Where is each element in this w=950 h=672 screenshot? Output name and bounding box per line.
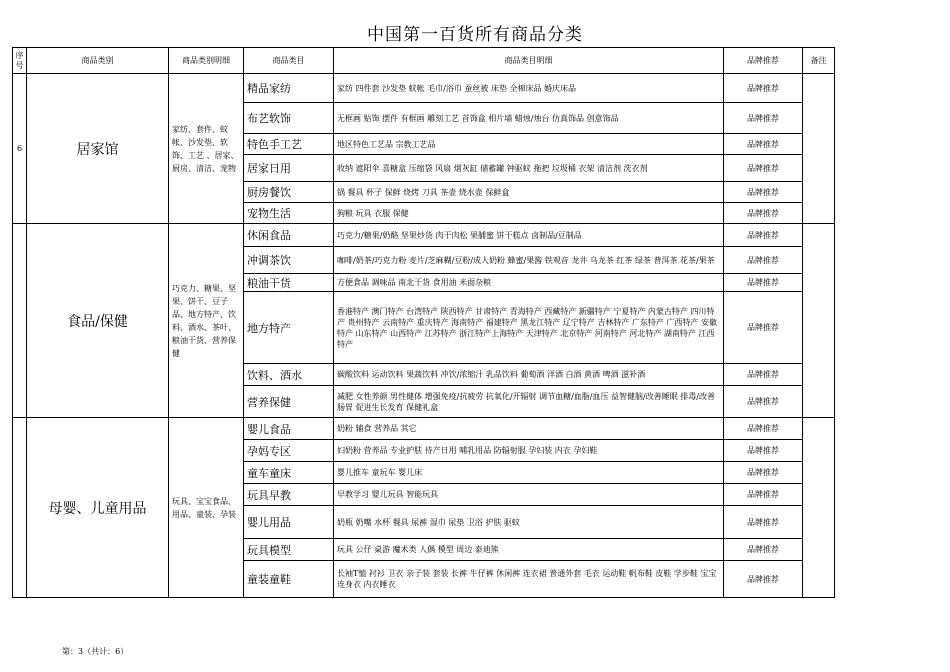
subcategory-cell: 玩具早教: [244, 484, 334, 506]
header-category-detail: 商品类别明细: [169, 48, 244, 74]
subcategory-detail-cell: 家纺 四件套 沙发垫 蚊帐 毛巾/浴巾 蚕丝被 床垫 全棉床品 婚庆床品: [334, 74, 724, 103]
subcategory-cell: 特色手工艺: [244, 134, 334, 155]
subcategory-detail-cell: 减肥 女性养颜 男性健体 增强免疫/抗疲劳 抗氧化/开辐射 调节血糖/血脂/血压 益智健脑/改善睡眠 排毒/改善肠胃 促进生长发育 保健礼盒: [334, 386, 724, 418]
category-detail-cell: 家纺、套件、蚊帐、沙发垫、软饰、工艺 、居家、厨房、清洁、宠物: [169, 74, 244, 224]
brand-cell: 品牌推荐: [724, 484, 803, 506]
note-cell: [803, 418, 835, 598]
subcategory-detail-cell: 玩具 公仔 桌游 魔术类 人偶 模型 周边 泰迪熊: [334, 539, 724, 561]
subcategory-detail-cell: 无框画 贴饰 摆件 有框画 雕刻工艺 首饰盒 相片墙 蜡烛/烛台 仿真饰品 创意饰品: [334, 103, 724, 134]
table-row: [13, 74, 835, 103]
brand-cell: 品牌推荐: [724, 418, 803, 440]
subcategory-detail-cell: 香港特产 澳门特产 台湾特产 陕西特产 甘肃特产 青海特产 西藏特产 新疆特产 宁夏特产 内蒙古特产 四川特产 贵州特产 云南特产 重庆特产 海南特产 福建特产 黑龙江特产 辽宁特产 吉林特产 广东特产 广西特产 安徽特产 山东特产 山西特产 江苏特产 浙江特产上海特产 天津特产 北京特产 河南特产 河北特产 湖南特产 江西特产: [334, 292, 724, 364]
brand-cell: 品牌推荐: [724, 506, 803, 539]
category-cell: 母婴、儿童用品: [27, 418, 169, 598]
brand-cell: 品牌推荐: [724, 203, 803, 224]
brand-cell: 品牌推荐: [724, 440, 803, 462]
subcategory-cell: 居家日用: [244, 155, 334, 182]
subcategory-cell: 婴儿用品: [244, 506, 334, 539]
subcategory-detail-cell: 早教学习 婴儿玩具 智能玩具: [334, 484, 724, 506]
page-footer: 第：3（共计：6）: [62, 647, 129, 656]
brand-cell: 品牌推荐: [724, 155, 803, 182]
header-brand: 品牌推荐: [724, 48, 803, 74]
brand-cell: 品牌推荐: [724, 182, 803, 203]
note-cell: [803, 74, 835, 224]
category-detail-cell: 玩具、宝宝食品、用品、童装、孕装: [169, 418, 244, 598]
table-row: [13, 418, 835, 440]
header-seq: 序号: [13, 48, 27, 74]
subcategory-detail-cell: 婴儿推车 童玩车 婴儿床: [334, 462, 724, 484]
header-subcategory-detail: 商品类目明细: [334, 48, 724, 74]
subcategory-detail-cell: 咖啡/奶茶/巧克力粉 麦片/芝麻糊/豆粉/成人奶粉 蜂蜜/果酱 铁观音 龙井 乌龙茶 红茶 绿茶 普洱茶 花茶/果茶: [334, 247, 724, 274]
brand-cell: 品牌推荐: [724, 561, 803, 598]
category-table: [12, 47, 835, 598]
brand-cell: 品牌推荐: [724, 539, 803, 561]
subcategory-detail-cell: 地区特色工艺品 宗教工艺品: [334, 134, 724, 155]
subcategory-cell: 营养保健: [244, 386, 334, 418]
subcategory-detail-cell: 巧克力/糖果/奶酪 坚果炒货 肉干肉松 果脯蜜 饼干糕点 卤制品/豆制品: [334, 224, 724, 247]
header-category: 商品类别: [27, 48, 169, 74]
category-cell: 居家馆: [27, 74, 169, 224]
subcategory-detail-cell: 方便食品 调味品 南北干货 食用油 米面杂粮: [334, 274, 724, 292]
category-cell: 食品/保健: [27, 224, 169, 418]
brand-cell: 品牌推荐: [724, 364, 803, 386]
subcategory-detail-cell: 长袖T恤 衬衫 卫衣 亲子装 套装 长裤 牛仔裤 休闲裤 连衣裙 普通外套 毛衣 运动鞋 帆布鞋 皮鞋 学步鞋 宝宝连身衣 内衣睡衣: [334, 561, 724, 598]
subcategory-cell: 玩具模型: [244, 539, 334, 561]
subcategory-detail-cell: 锅 餐具 杯子 保鲜 烧烤 刀具 茶壶 烧水壶 保鲜盒: [334, 182, 724, 203]
brand-cell: 品牌推荐: [724, 292, 803, 364]
header-subcategory: 商品类目: [244, 48, 334, 74]
brand-cell: 品牌推荐: [724, 224, 803, 247]
subcategory-cell: 休闲食品: [244, 224, 334, 247]
subcategory-detail-cell: 碳酸饮料 运动饮料 果蔬饮料 冲饮/浓缩汁 乳品饮料 葡萄酒 洋酒 白酒 黄酒 啤酒 滋补酒: [334, 364, 724, 386]
note-cell: [803, 224, 835, 418]
subcategory-cell: 厨房餐饮: [244, 182, 334, 203]
subcategory-detail-cell: 奶瓶 奶嘴 水杯 餐具 尿裤 湿巾 尿垫 卫浴 护肤 驱蚊: [334, 506, 724, 539]
brand-cell: 品牌推荐: [724, 274, 803, 292]
brand-cell: 品牌推荐: [724, 74, 803, 103]
subcategory-detail-cell: 奶粉 辅食 营养品 其它: [334, 418, 724, 440]
page-title: 中国第一百货所有商品分类: [367, 25, 583, 45]
subcategory-cell: 饮料、酒水: [244, 364, 334, 386]
seq-cell: [13, 224, 27, 418]
subcategory-detail-cell: 妇奶粉 营养品 专业护肤 待产日用 哺乳用品 防辐射服 孕妇装 内衣 孕妇鞋: [334, 440, 724, 462]
brand-cell: 品牌推荐: [724, 462, 803, 484]
subcategory-detail-cell: 狗粮 玩具 衣服 保健: [334, 203, 724, 224]
subcategory-cell: 童装童鞋: [244, 561, 334, 598]
subcategory-cell: 婴儿食品: [244, 418, 334, 440]
subcategory-cell: 粮油干货: [244, 274, 334, 292]
table-row: [13, 224, 835, 247]
subcategory-cell: 布艺软饰: [244, 103, 334, 134]
brand-cell: 品牌推荐: [724, 386, 803, 418]
category-detail-cell: 巧克力、糖果、坚果、饼干、豆子品、地方特产、饮料、酒水、茶叶、粮油干货、营养保健: [169, 224, 244, 418]
seq-cell: 6: [13, 74, 27, 224]
subcategory-detail-cell: 收纳 遮阳伞 喜糖盒 压缩袋 风扇 烟灰缸 储蓄罐 钟驱蚊 拖把 垃圾桶 衣架 清洁剂 洗衣剂: [334, 155, 724, 182]
table-body: [13, 74, 835, 598]
subcategory-cell: 冲调茶饮: [244, 247, 334, 274]
subcategory-cell: 精品家纺: [244, 74, 334, 103]
header-note: 备注: [803, 48, 835, 74]
subcategory-cell: 孕妈专区: [244, 440, 334, 462]
header-row: [13, 48, 835, 74]
brand-cell: 品牌推荐: [724, 103, 803, 134]
subcategory-cell: 宠物生活: [244, 203, 334, 224]
brand-cell: 品牌推荐: [724, 247, 803, 274]
subcategory-cell: 童车童床: [244, 462, 334, 484]
brand-cell: 品牌推荐: [724, 134, 803, 155]
seq-cell: [13, 418, 27, 598]
subcategory-cell: 地方特产: [244, 292, 334, 364]
